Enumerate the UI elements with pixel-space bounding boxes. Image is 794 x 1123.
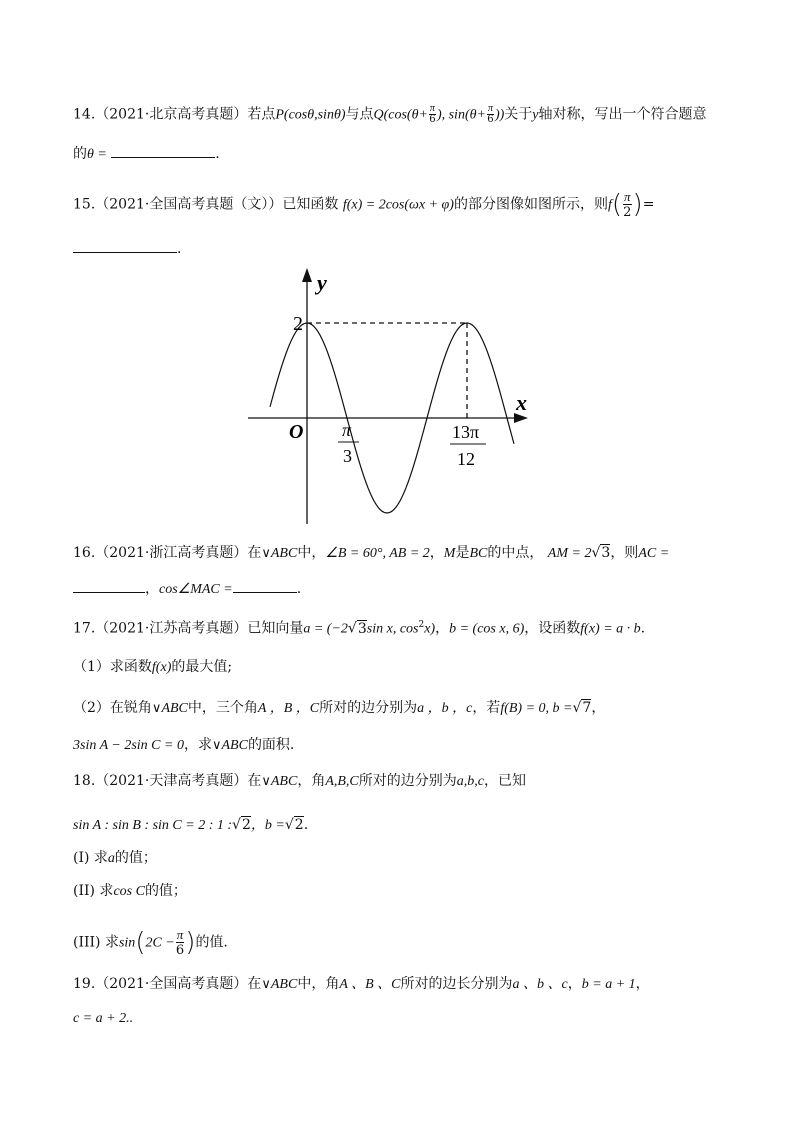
q16-line2: ，cos∠MAC = . bbox=[73, 578, 301, 600]
q14-frac: $\frac{\pi}{6}$ bbox=[429, 103, 436, 125]
q16-answer-blank-2[interactable] bbox=[233, 578, 297, 593]
q17-source: （2021·江苏高考真题） bbox=[95, 620, 248, 637]
q18-sub2: (II) 求cos C的值； bbox=[73, 883, 187, 899]
q14-text: 与点 bbox=[345, 106, 374, 123]
y-axis-arrow bbox=[302, 268, 312, 282]
q18-line2: sin A : sin B : sin C = 2 : 1 :√2，b =√2. bbox=[73, 817, 309, 833]
q14-point-p: P(cosθ,sinθ) bbox=[275, 107, 346, 123]
q15-number: 15. bbox=[73, 196, 96, 213]
q15-source: （2021·全国高考真题（文）） bbox=[95, 196, 283, 213]
tick2-denominator: 12 bbox=[457, 449, 475, 469]
q19-line1: 19.（2021·全国高考真题）在∨ABC中，角A 、B 、C所对的边长分别为a 、b 、c，b = a + 1， bbox=[73, 976, 650, 992]
q16-answer-blank-1[interactable] bbox=[73, 578, 145, 593]
max-label: 2 bbox=[293, 313, 303, 335]
q15-function: f(x) = 2cos(ωx + φ) bbox=[342, 197, 454, 213]
q14-point-q: Q(cos(θ+ bbox=[373, 107, 428, 123]
tick1-numerator: π bbox=[342, 420, 352, 440]
q18-number: 18. bbox=[73, 773, 96, 789]
q19-number: 19. bbox=[73, 976, 96, 992]
tick1-denominator: 3 bbox=[343, 446, 352, 466]
q16-line1: 16.（2021·浙江高考真题）在∨ABC中，∠B = 60°, AB = 2，M是BC的中点， AM = 2√3，则AC = bbox=[73, 545, 670, 561]
q14-line2: 的θ = . bbox=[73, 143, 220, 165]
q18-sub1: (I) 求a的值； bbox=[73, 850, 157, 866]
q18-source: （2021·天津高考真题） bbox=[95, 773, 248, 789]
q16-source: （2021·浙江高考真题） bbox=[95, 545, 248, 561]
y-axis-label: y bbox=[317, 270, 327, 295]
q17-sub2: （2）在锐角∨ABC中，三个角A ，B ，C所对的边分别为a ，b ，c，若f(B) = 0, b =√7， bbox=[73, 700, 606, 716]
q18-line1: 18.（2021·天津高考真题）在∨ABC，角A,B,C所对的边分别为a,b,c，已知 bbox=[73, 773, 526, 789]
origin-label: O bbox=[289, 421, 304, 443]
q15-frac: $\frac{\pi}{2}$ bbox=[623, 189, 632, 220]
q18-sub3: (III) 求sin(2C − $\frac{\pi}{6}$ )的值. bbox=[73, 927, 228, 958]
q18-frac: $\frac{\pi}{6}$ bbox=[175, 927, 185, 958]
q19-line2: c = a + 2.. bbox=[73, 1011, 134, 1026]
q17-number: 17. bbox=[73, 620, 96, 637]
q19-source: （2021·全国高考真题） bbox=[95, 976, 248, 992]
x-axis-label: x bbox=[516, 390, 527, 415]
q15-line1: 15.（2021·全国高考真题（文））已知函数 f(x) = 2cos(ωx + φ)的部分图像如图所示，则f( $\frac{\pi}{2}$ )= bbox=[73, 189, 655, 220]
q14-text: 若点 bbox=[247, 106, 276, 123]
tick2-numerator: 13π bbox=[452, 422, 480, 442]
q14-frac: $\frac{\pi}{6}$ bbox=[487, 103, 494, 125]
q15-line2: . bbox=[73, 238, 181, 259]
q14-number: 14. bbox=[73, 106, 96, 123]
q14-source: （2021·北京高考真题） bbox=[95, 106, 248, 123]
q17-line1: 17.（2021·江苏高考真题）已知向量a = (−2√3sin x, $\cos^2x$)，b = (cos x, 6)，设函数f(x) = a · b. bbox=[73, 620, 646, 637]
q16-number: 16. bbox=[73, 545, 96, 561]
q17-line3: 3sin A − 2sin C = 0，求∨ABC的面积. bbox=[73, 737, 295, 753]
q14-line1: 14.（2021·北京高考真题）若点P(cosθ,sinθ)与点Q(cos(θ+ $\frac{\pi}{6}$ ), sin(θ+ $\frac{\pi}{6}$ ))关于y轴对称，写出一个符合题意 bbox=[73, 103, 707, 125]
q17-sub1: （1）求函数f(x)的最大值; bbox=[73, 659, 233, 675]
